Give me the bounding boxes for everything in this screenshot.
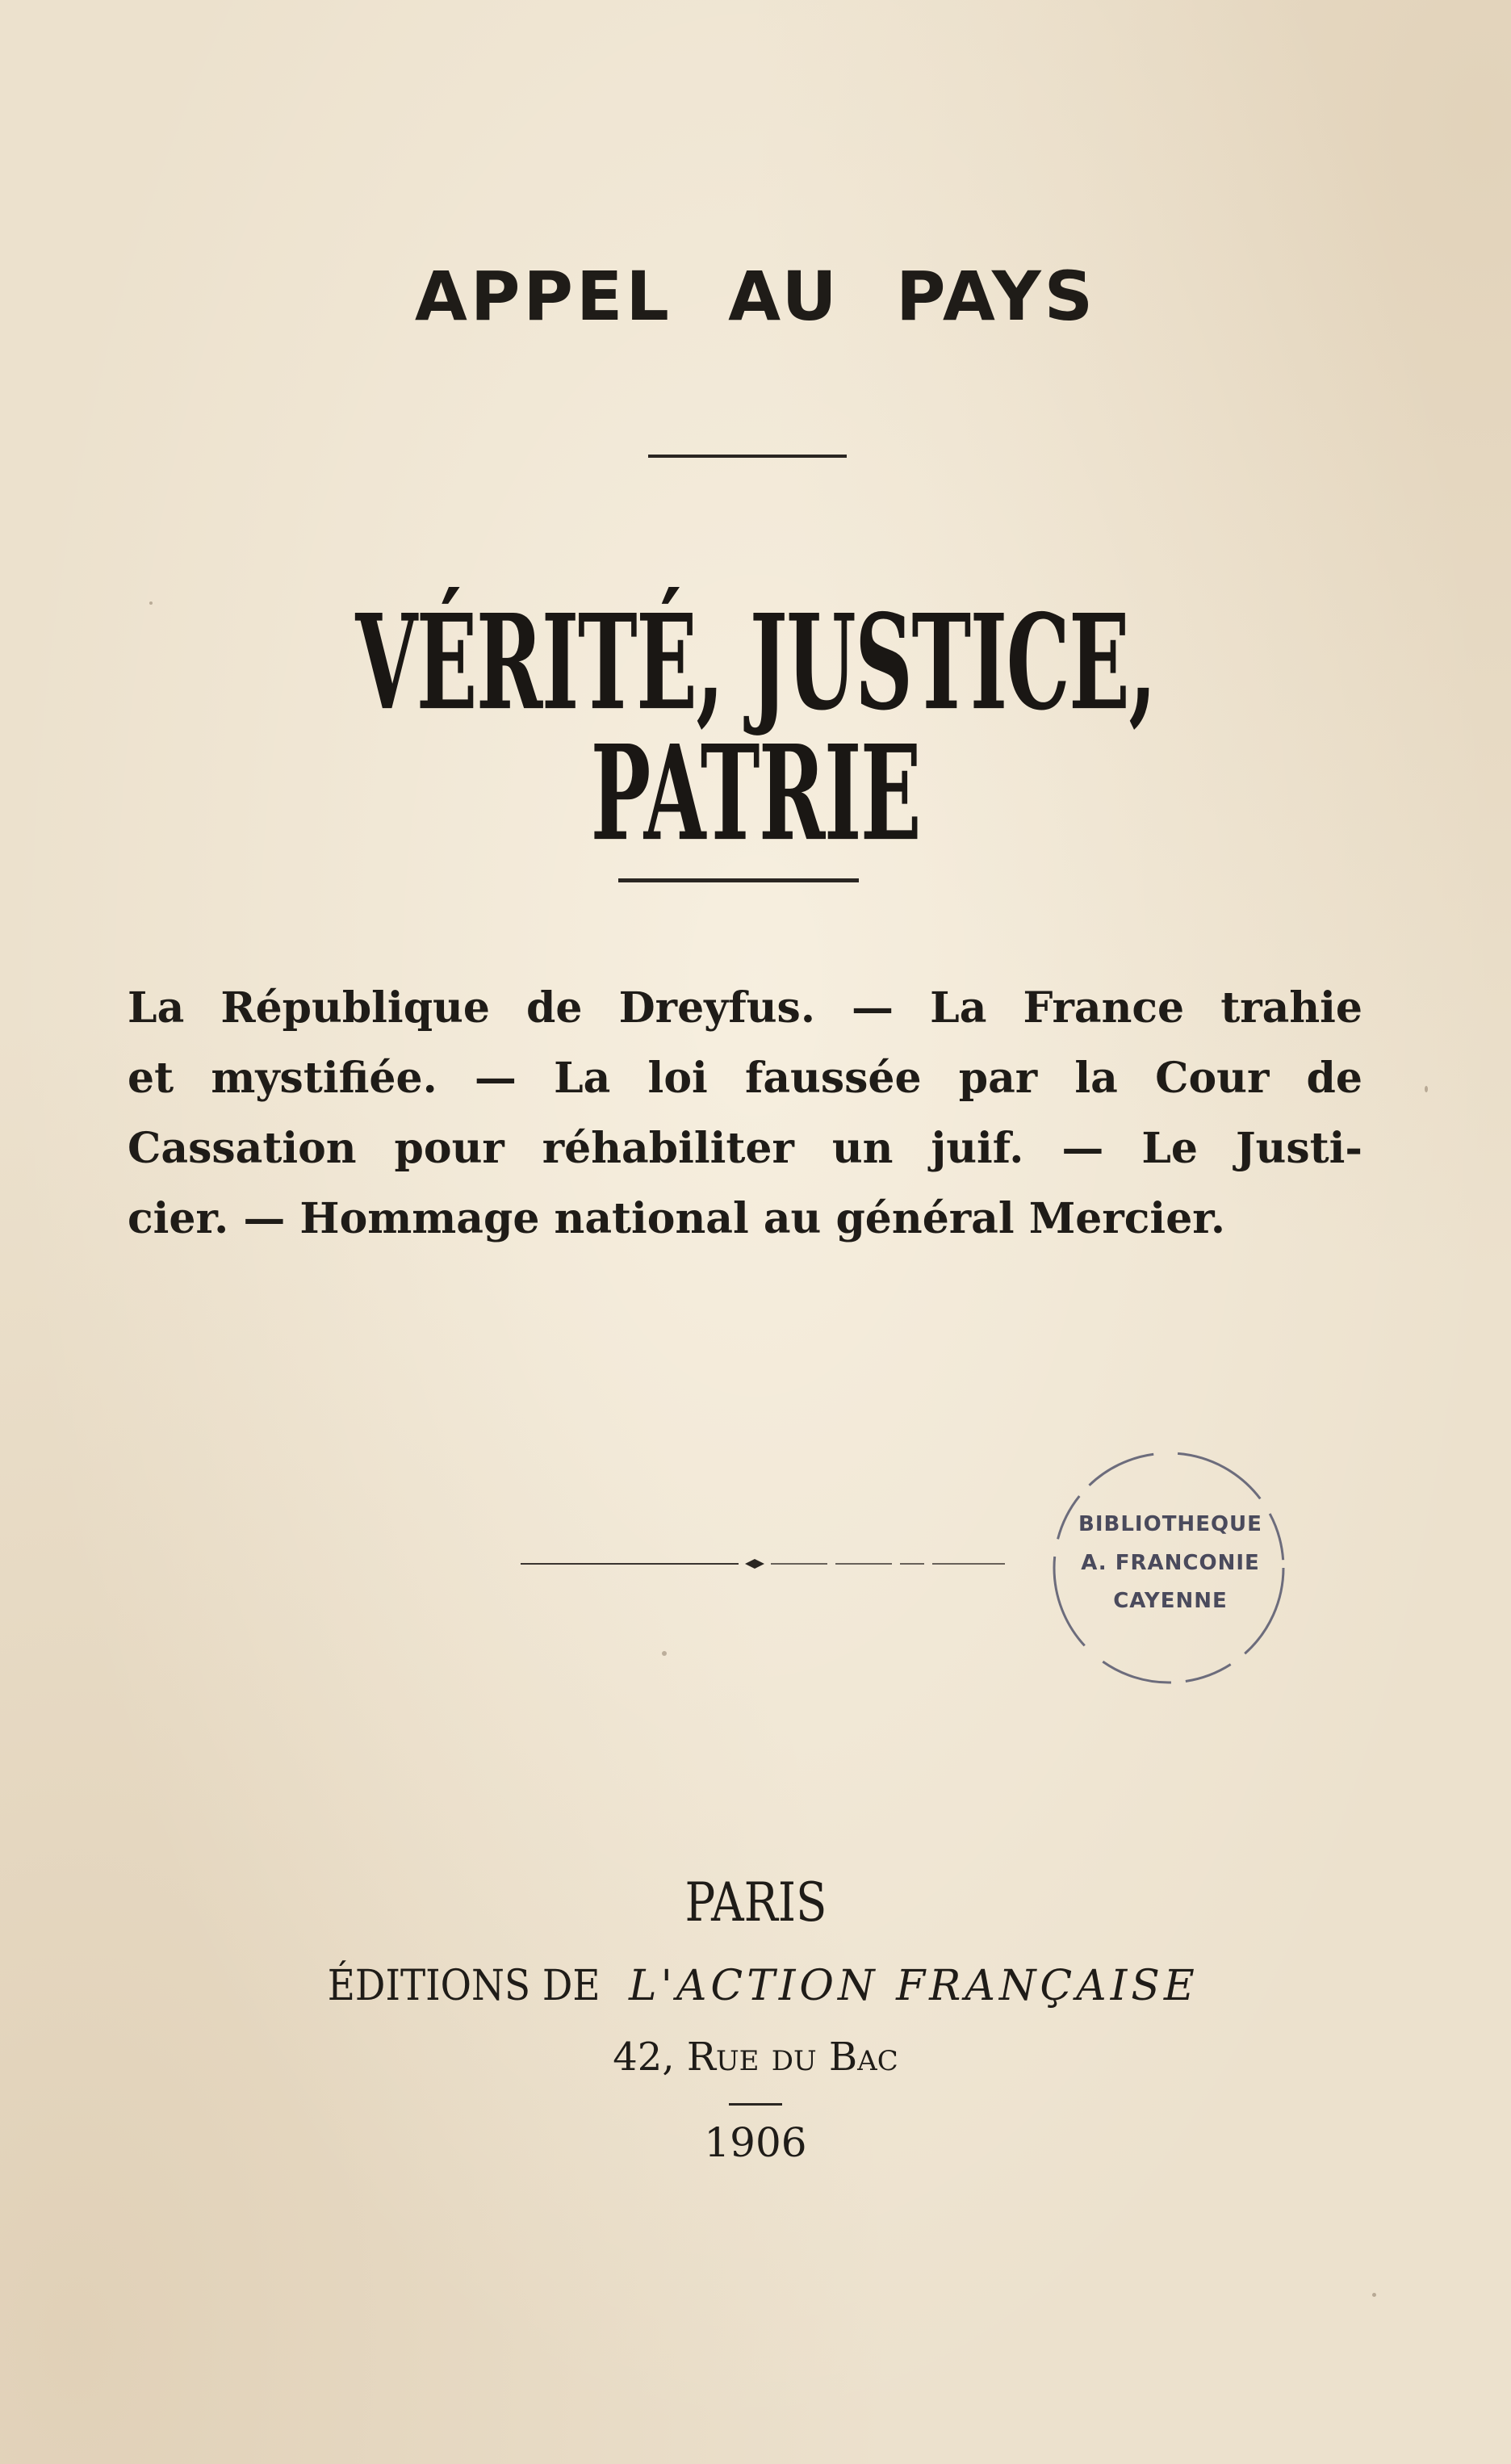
summary-line-4: cier. — Hommage national au général Mercier. [128,1194,1225,1243]
imprint-city [0,1871,1511,1934]
paper-speck [149,601,153,605]
paper-speck [1372,2293,1376,2297]
summary-line-1: La République de Dreyfus. — La France trahie [128,983,1362,1033]
stamp-line-3: CAYENNE [1113,1589,1228,1613]
imprint-address: 42, Rue du Bac [613,2034,898,2080]
rule-above-year [729,2103,782,2106]
summary-line-3: Cassation pour réhabiliter un juif. — Le Justi- [128,1124,1362,1173]
imprint-year: 1906 [704,2119,807,2166]
imprint-city-text: PARIS [684,1871,827,1934]
stamp-line-1: BIBLIOTHEQUE [1078,1512,1262,1536]
paper-speck [662,1651,667,1656]
main-title [0,585,1511,871]
imprint-publisher [0,1962,1511,2010]
publisher-name: L'ACTION FRANÇAISE [629,1962,1199,2010]
summary-line-2: et mystifiée. — La loi faussée par la Cour de [128,1054,1362,1103]
summary-paragraph [128,973,1362,1254]
publisher-prefix: ÉDITIONS DE [327,1962,601,2010]
series-header: APPEL AU PAYS [414,257,1097,336]
paper-speck [1425,1086,1428,1092]
ornament-divider [521,1556,1021,1572]
rule-top [648,455,847,458]
stamp-line-2: A. FRANCONIE [1081,1551,1260,1575]
rule-under-title [618,878,859,882]
main-title-text: VÉRITÉ, JUSTICE, PATRIE [355,585,1156,871]
